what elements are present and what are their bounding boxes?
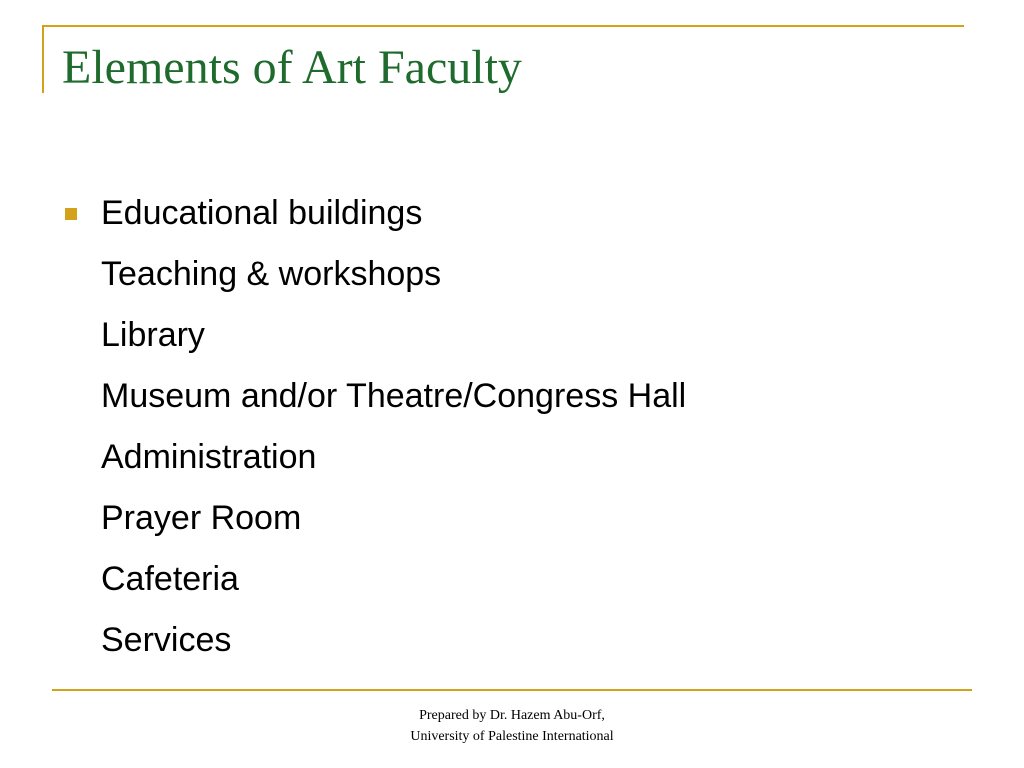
list-item (62, 371, 962, 432)
slide-title: Elements of Art Faculty (62, 41, 522, 94)
bottom-rule (52, 689, 972, 691)
list-item-text: Teaching & workshops (101, 255, 442, 293)
list-item-text: Library (101, 316, 205, 354)
list-item-text: Museum and/or Theatre/Congress Hall (101, 377, 687, 415)
filled-square-bullet-icon (62, 188, 86, 238)
footer-line-author: Prepared by Dr. Hazem Abu-Orf, (419, 708, 605, 723)
list-item (62, 310, 962, 371)
hollow-square-bullet-icon (62, 554, 86, 604)
list-item (62, 554, 962, 615)
list-item (62, 615, 962, 676)
hollow-square-bullet-icon (62, 432, 86, 482)
list-item-text: Prayer Room (101, 499, 302, 537)
list-item (62, 432, 962, 493)
footer-credit (352, 705, 672, 747)
list-item (62, 249, 962, 310)
list-item (62, 493, 962, 554)
list-item-text: Administration (101, 438, 317, 476)
hollow-square-bullet-icon (62, 310, 86, 360)
left-rule (42, 25, 44, 93)
bullet-list (62, 188, 962, 676)
footer-line-institution: University of Palestine International (410, 729, 614, 744)
hollow-square-bullet-icon (62, 371, 86, 421)
list-item-text: Cafeteria (101, 560, 239, 598)
list-item-text: Services (101, 621, 232, 659)
hollow-square-bullet-icon (62, 615, 86, 665)
top-rule (42, 25, 964, 27)
list-item-text: Educational buildings (101, 194, 423, 232)
hollow-square-bullet-icon (62, 493, 86, 543)
list-item (62, 188, 962, 249)
